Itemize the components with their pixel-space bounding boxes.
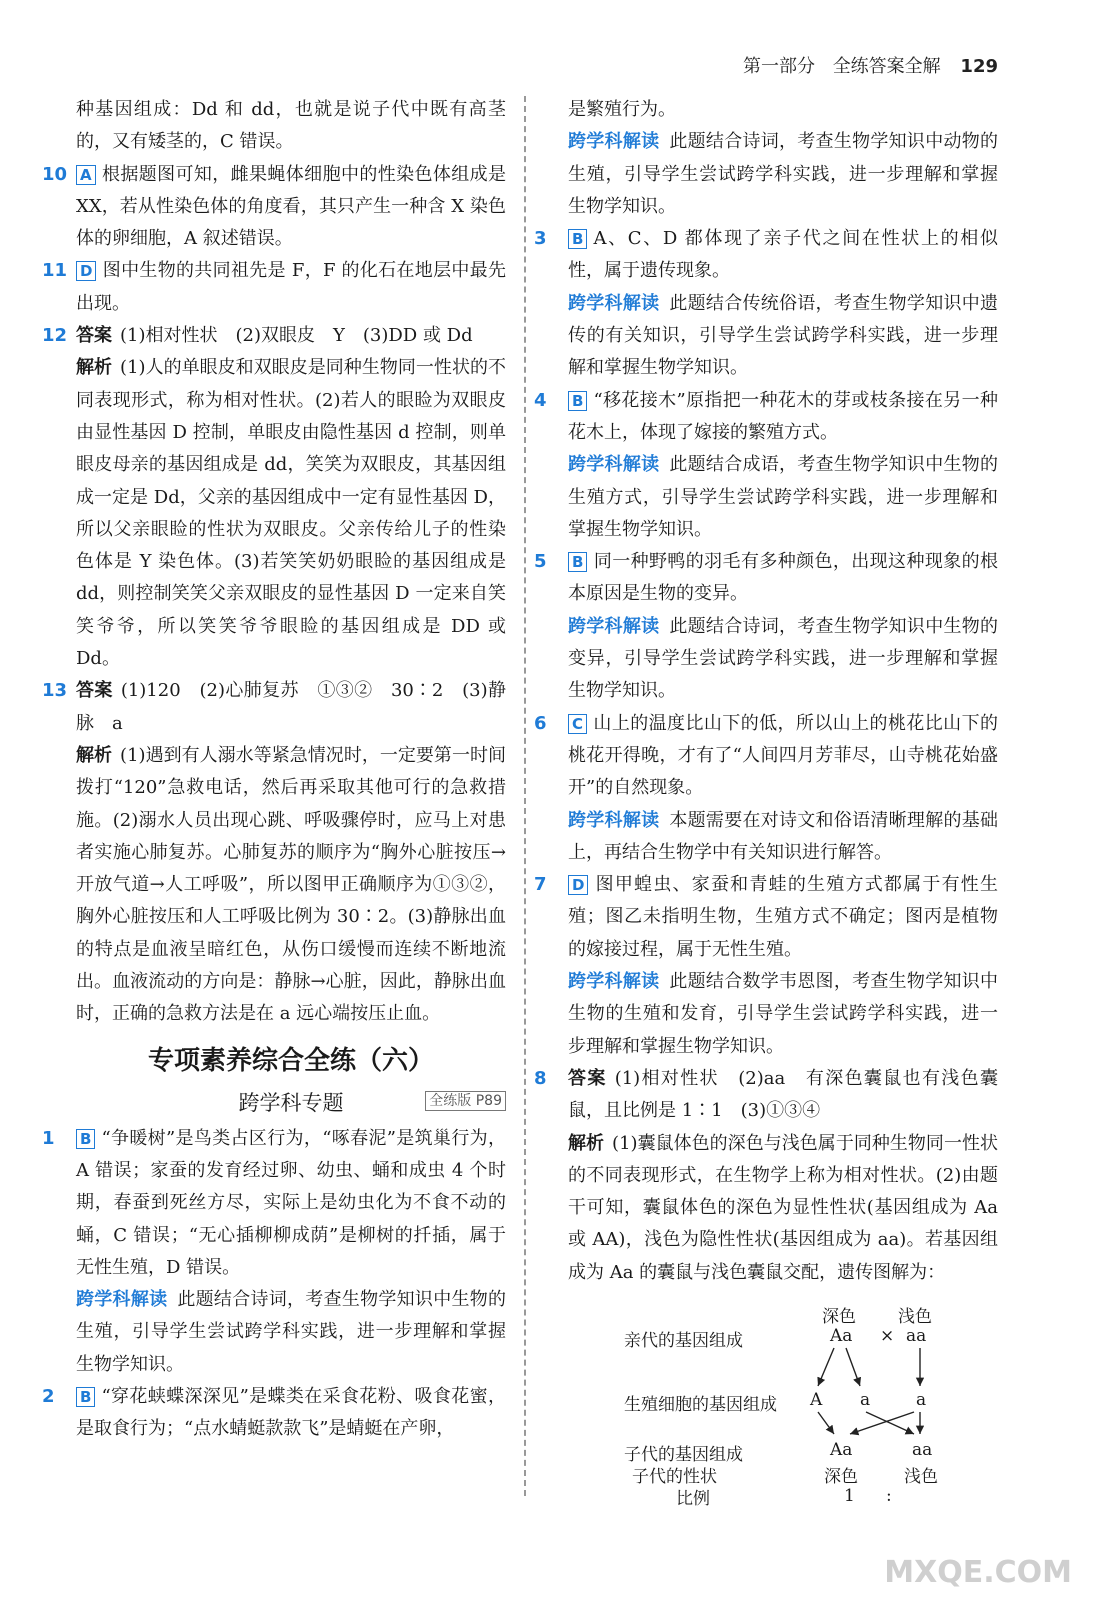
answer-text: (1)120 (2)心肺复苏 ①③② 30∶2 (3)静脉 a (76, 680, 507, 734)
interdisciplinary-label: 跨学科解读 (568, 292, 660, 314)
question-10 (42, 159, 506, 256)
interdisciplinary-label: 跨学科解读 (76, 1289, 168, 1311)
header-title: 全练答案全解 (832, 56, 941, 77)
header-section: 第一部分 (742, 56, 815, 77)
answer-badge: A (76, 165, 96, 185)
parent2-genotype: aa (906, 1326, 927, 1346)
question-number: 11 (42, 260, 68, 282)
question-6 (534, 708, 999, 869)
ratio-separator: : (886, 1486, 892, 1506)
section-title: 专项素养综合全练（六） (147, 1045, 434, 1076)
analysis-label: 解析 (76, 744, 113, 766)
label-offspring-genotype: 子代的基因组成 (624, 1445, 743, 1465)
page-number: 129 (960, 56, 998, 77)
arrow-parent1-gameteA (818, 1348, 834, 1386)
arrow-parent1-gamete-a (846, 1348, 860, 1386)
interdisciplinary-text: 此题结合数学韦恩图，考查生物学知识中生物的生殖和发育，引导学生尝试跨学科实践，进一步理解和掌握生物学知识。 (568, 971, 999, 1057)
question-explanation: “争暖树”是鸟类占区行为，“啄春泥”是筑巢行为，A 错误；家蚕的发育经过卵、幼虫、蛹和成虫 4 个时期，春蚕到死丝方尽，实际上是幼虫化为不食不动的蛹，C 错误；“无心插柳柳成荫”是柳树的扦插，属于无性生殖，D 错误。 (76, 1127, 506, 1278)
child2-genotype: aa (912, 1440, 933, 1460)
question-explanation: “穿花蛱蝶深深见”是蝶类在采食花粉、吸食花蜜，是取食行为；“点水蜻蜓款款飞”是蜻蜓在产卵， (76, 1385, 506, 1440)
cross-symbol: × (880, 1326, 895, 1346)
analysis-text: (1)遇到有人溺水等紧急情况时，一定要第一时间拨打“120”急救电话，然后再采取其他可行的急救措施。(2)溺水人员出现心跳、呼吸骤停时，应马上对患者实施心肺复苏。心肺复苏的顺序为“胸外心脏按压→开放气道→人工呼吸”，所以图甲正确顺序为①③②，胸外心脏按压和人工呼吸比例为 30∶2。(3)静脉出血的特点是血液呈暗红色，从伤口缓慢而连续不断地流出。血液流动的方向是：静脉→心脏，因此，静脉出血时，正确的急救方法是在 a 远心端按压止血。 (76, 744, 506, 1025)
arrow-A-child1 (818, 1412, 834, 1434)
answer-text: (1)相对性状 (2)双眼皮 Y (3)DD 或 Dd (120, 325, 473, 347)
child1-trait: 深色 (824, 1467, 858, 1487)
question-number: 10 (42, 163, 68, 185)
interdisciplinary-text: 此题结合成语，考查生物学知识中生物的生殖方式，引导学生尝试跨学科实践，进一步理解和掌握生物学知识。 (568, 454, 999, 540)
answer-badge: D (568, 875, 588, 895)
answer-badge: C (568, 714, 587, 734)
interdisciplinary-text: 此题结合传统俗语，考查生物学知识中遗传的有关知识，引导学生尝试跨学科实践，进一步理解和掌握生物学知识。 (568, 292, 999, 379)
question-explanation: A、C、D 都体现了亲子代之间在性状上的相似性，属于遗传现象。 (568, 228, 998, 282)
question-12 (42, 320, 506, 675)
label-parent-genotype: 亲代的基因组成 (624, 1331, 743, 1351)
left-column (42, 94, 507, 1446)
question-explanation: 图中生物的共同祖先是 F，F 的化石在地层中最先出现。 (76, 260, 506, 314)
right-column (534, 94, 999, 1289)
answer-badge: D (76, 261, 96, 281)
interdisciplinary-text: 本题需要在对诗文和俗语清晰理解的基础上，再结合生物学中有关知识进行解答。 (568, 809, 999, 863)
child1-genotype: Aa (830, 1440, 853, 1460)
column-divider (524, 96, 526, 1496)
watermark-logo: MXQE.COM (884, 1555, 1072, 1590)
interdisciplinary-text: 此题结合诗词，考查生物学知识中生物的变异，引导学生尝试跨学科实践，进一步理解和掌握生物学知识。 (568, 615, 999, 702)
answer-text: (1)相对性状 (2)aa 有深色囊鼠也有浅色囊鼠，且比例是 1∶1 (3)①③④ (568, 1067, 998, 1122)
sub-title-text: 跨学科专题 (238, 1090, 344, 1115)
answer-badge: B (76, 1387, 95, 1407)
interdisciplinary-text: 此题结合诗词，考查生物学知识中生物的生殖，引导学生尝试跨学科实践，进一步理解和掌握生物学知识。 (76, 1289, 507, 1375)
question-13 (42, 675, 507, 1030)
parent1-genotype: Aa (830, 1326, 853, 1346)
question-8 (534, 1063, 998, 1289)
answer-label: 答案 (76, 680, 113, 702)
parent-light-label: 浅色 (898, 1307, 932, 1327)
question-number: 2 (42, 1385, 55, 1407)
question-number: 7 (534, 874, 547, 896)
label-offspring-trait: 子代的性状 (632, 1467, 717, 1487)
question-number: 6 (534, 712, 547, 734)
question-number: 12 (42, 325, 68, 347)
question-number: 4 (534, 389, 547, 411)
continued-text: 种基因组成：Dd 和 dd，也就是说子代中既有高茎的，又有矮茎的，C 错误。 (76, 99, 506, 153)
interdisciplinary-label: 跨学科解读 (568, 454, 660, 476)
page-header (731, 52, 998, 78)
interdisciplinary-label: 跨学科解读 (568, 971, 660, 993)
question-5 (534, 546, 999, 707)
answer-badge: B (568, 552, 587, 572)
sub-title (76, 1083, 506, 1123)
genetic-cross-diagram (568, 1296, 1008, 1536)
analysis-label: 解析 (76, 357, 113, 379)
gamete-a2: a (916, 1390, 927, 1410)
answer-label: 答案 (568, 1067, 607, 1089)
interdisciplinary-label: 跨学科解读 (568, 615, 660, 637)
answer-badge: B (568, 391, 587, 411)
analysis-text: (1)人的单眼皮和双眼皮是同种生物同一性状的不同表现形式，称为相对性状。(2)若人的眼睑为双眼皮由显性基因 D 控制，单眼皮由隐性基因 d 控制，则单眼皮母亲的基因组成是 dd，笑笑为双眼皮，其基因组成一定是 Dd，父亲的基因组成中一定有显性基因 D，所以父亲眼睑的性状为双眼皮。父亲传给儿子的性染色体是 Y 染色体。(3)若笑笑奶奶眼睑的基因组成是 dd，则控制笑笑父亲双眼皮的显性基因 D 一定来自笑笑爷爷，所以笑笑爷爷眼睑的基因组成是 DD 或 Dd。 (76, 357, 506, 670)
question-number: 8 (534, 1067, 547, 1089)
question-number: 13 (42, 680, 68, 702)
question-1 (42, 1123, 507, 1381)
analysis-text: (1)囊鼠体色的深色与浅色属于同种生物同一性状的不同表现形式，在生物学上称为相对性状。(2)由题干可知，囊鼠体色的深色为显性性状(基因组成为 Aa 或 AA)，浅色为隐性性状(基因组成为 aa)。若基因组成为 Aa 的囊鼠与浅色囊鼠交配，遗传图解为： (568, 1132, 998, 1283)
ratio-value-1: 1 (844, 1486, 855, 1506)
question-3 (534, 223, 999, 384)
arrow-a2-child1 (850, 1412, 914, 1434)
child2-trait: 浅色 (904, 1467, 938, 1487)
interdisciplinary-text: 此题结合诗词，考查生物学知识中动物的生殖，引导学生尝试跨学科实践，进一步理解和掌握生物学知识。 (568, 131, 999, 217)
question-7 (534, 869, 999, 1063)
question-explanation: 山上的温度比山下的低，所以山上的桃花比山下的桃花开得晚，才有了“人间四月芳菲尽，山寺桃花始盛开”的自然现象。 (568, 712, 998, 799)
interdisciplinary-label: 跨学科解读 (568, 131, 660, 153)
reference-tag: 全练版 P89 (425, 1091, 506, 1111)
arrow-a-child2 (866, 1412, 914, 1434)
question-2 (42, 1381, 506, 1446)
label-ratio: 比例 (676, 1489, 710, 1509)
question-number: 5 (534, 551, 547, 573)
answer-badge: B (76, 1129, 95, 1149)
label-gamete-genotype: 生殖细胞的基因组成 (624, 1395, 777, 1415)
answer-label: 答案 (76, 325, 112, 347)
question-number: 3 (534, 228, 547, 250)
gamete-a1: a (860, 1390, 871, 1410)
question-4 (534, 385, 999, 546)
gamete-A: A (810, 1390, 823, 1410)
continued-text: 是繁殖行为。 (568, 99, 676, 120)
question-explanation: “移花接木”原指把一种花木的芽或枝条接在另一种花木上，体现了嫁接的繁殖方式。 (568, 389, 998, 443)
question-11 (42, 255, 506, 320)
question-explanation: 根据题图可知，雌果蝇体细胞中的性染色体组成是 XX，若从性染色体的角度看，其只产生一种含 X 染色体的卵细胞，A 叙述错误。 (76, 163, 506, 250)
question-number: 1 (42, 1127, 55, 1149)
analysis-label: 解析 (568, 1132, 605, 1154)
answer-badge: B (568, 229, 587, 249)
question-explanation: 图甲蝗虫、家蚕和青蛙的生殖方式都属于有性生殖；图乙未指明生物，生殖方式不确定；图丙是植物的嫁接过程，属于无性生殖。 (568, 874, 998, 960)
interdisciplinary-label: 跨学科解读 (568, 809, 660, 831)
parent-dark-label: 深色 (822, 1307, 856, 1327)
question-explanation: 同一种野鸭的羽毛有多种颜色，出现这种现象的根本原因是生物的变异。 (568, 551, 998, 605)
